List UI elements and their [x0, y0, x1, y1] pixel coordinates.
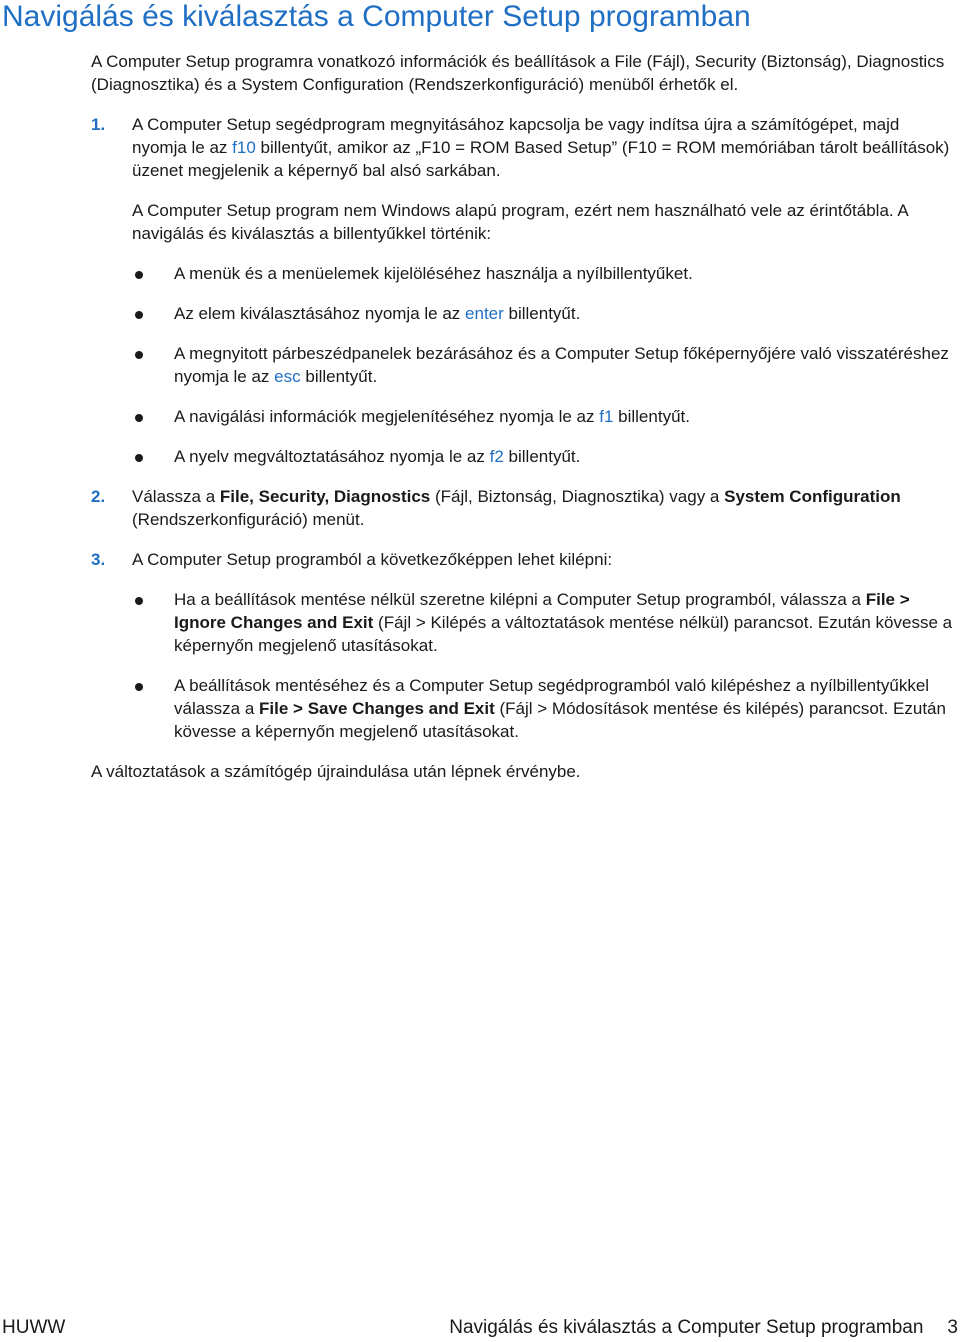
page-number: 3 — [947, 1317, 958, 1338]
bullet-icon — [135, 414, 143, 422]
text-run: A nyelv megváltoztatásához nyomja le az — [174, 447, 490, 466]
step-3 — [91, 548, 957, 743]
text-run: billentyűt. — [503, 447, 581, 466]
text-run: A navigálási információk megjelenítéséhez nyomja le az — [174, 407, 600, 426]
list-item — [132, 445, 957, 468]
text-run: Ha a beállítások mentése nélkül szeretne kilépni a Computer Setup programból, válassza a — [174, 590, 866, 609]
list-item — [132, 342, 957, 388]
step-number: 1. — [91, 115, 106, 134]
page-title: Navigálás és kiválasztás a Computer Setup programban — [2, 0, 751, 33]
intro-paragraph: A Computer Setup programra vonatkozó információk és beállítások a File (Fájl), Security (Biztonság), Diagnostics (Diagnosztika) és a System Configuration (Rendszerkonfiguráció) menüből érhetők el. — [91, 52, 945, 94]
command-bold: File > Ignore Changes and Exit — [174, 590, 910, 632]
closing-paragraph: A változtatások a számítógép újraindulása után lépnek érvénybe. — [91, 762, 581, 781]
menu-names-bold: File, Security, Diagnostics — [219, 487, 431, 506]
text-run: (Rendszerkonfiguráció) menüt. — [132, 510, 365, 529]
key-f2: f2 — [489, 447, 504, 466]
bullet-icon — [135, 597, 143, 605]
text-run: billentyűt. — [300, 367, 378, 386]
command-bold: File > Save Changes and Exit — [259, 699, 495, 718]
bullet-icon — [135, 311, 143, 319]
key-f1: f1 — [599, 407, 614, 426]
list-item — [132, 302, 957, 325]
footer-right — [449, 1316, 958, 1340]
bullet-icon — [135, 683, 143, 691]
exit-options-list — [132, 588, 957, 743]
text-run: Az elem kiválasztásához nyomja le az — [174, 304, 466, 323]
bullet-icon — [135, 454, 143, 462]
footer-left-label: HUWW — [2, 1317, 66, 1338]
document-body — [91, 50, 957, 783]
navigation-keys-list — [132, 262, 957, 468]
bullet-icon — [135, 271, 143, 279]
step-2-paragraph — [132, 485, 957, 531]
key-esc: esc — [274, 367, 301, 386]
step-2 — [91, 485, 957, 531]
step-3-paragraph: A Computer Setup programból a következőképpen lehet kilépni: — [132, 550, 613, 569]
list-item — [132, 262, 957, 285]
text-run: billentyűt, amikor az „F10 = ROM Based Setup” (F10 = ROM memóriában tárolt beállítások) üzenet megjelenik a képernyő bal alsó sarkában. — [132, 138, 950, 180]
text-run: (Fájl > Kilépés a változtatások mentése nélkül) parancsot. Ezután kövesse a képernyőn megjelenő utasításokat. — [174, 613, 953, 655]
key-f10: f10 — [232, 138, 256, 157]
footer-chapter-title: Navigálás és kiválasztás a Computer Setup programban — [449, 1317, 924, 1338]
list-item — [132, 588, 957, 657]
key-enter: enter — [465, 304, 504, 323]
list-item — [132, 405, 957, 428]
text-run: billentyűt. — [613, 407, 690, 426]
text-run: A Computer Setup segédprogram megnyitásához kapcsolja be vagy indítsa újra a számítógépet, majd nyomja le az — [132, 115, 900, 157]
text-run: A beállítások mentéséhez és a Computer Setup segédprogramból való kilépéshez a nyílbillentyűkkel válassza a — [174, 676, 930, 718]
text-run: Válassza a — [132, 487, 220, 506]
step-number: 2. — [91, 487, 106, 506]
step-1-paragraph — [132, 113, 957, 182]
step-number: 3. — [91, 550, 106, 569]
bullet-icon — [135, 351, 143, 359]
text-run: (Fájl > Módosítások mentése és kilépés) parancsot. Ezután kövesse a képernyőn megjelenő utasításokat. — [174, 699, 946, 741]
list-item-text: A menük és a menüelemek kijelöléséhez használja a nyílbillentyűket. — [174, 264, 693, 283]
text-run: (Fájl, Biztonság, Diagnosztika) vagy a — [430, 487, 725, 506]
step-1-note: A Computer Setup program nem Windows alapú program, ezért nem használható vele az érintőtábla. A navigálás és kiválasztás a billentyűkkel történik: — [132, 201, 908, 243]
step-1 — [91, 113, 957, 468]
text-run: A megnyitott párbeszédpanelek bezárásához és a Computer Setup főképernyőjére való visszatéréshez nyomja le az — [174, 344, 949, 386]
menu-name-bold: System Configuration — [724, 487, 901, 506]
list-item — [132, 674, 957, 743]
text-run: billentyűt. — [503, 304, 581, 323]
